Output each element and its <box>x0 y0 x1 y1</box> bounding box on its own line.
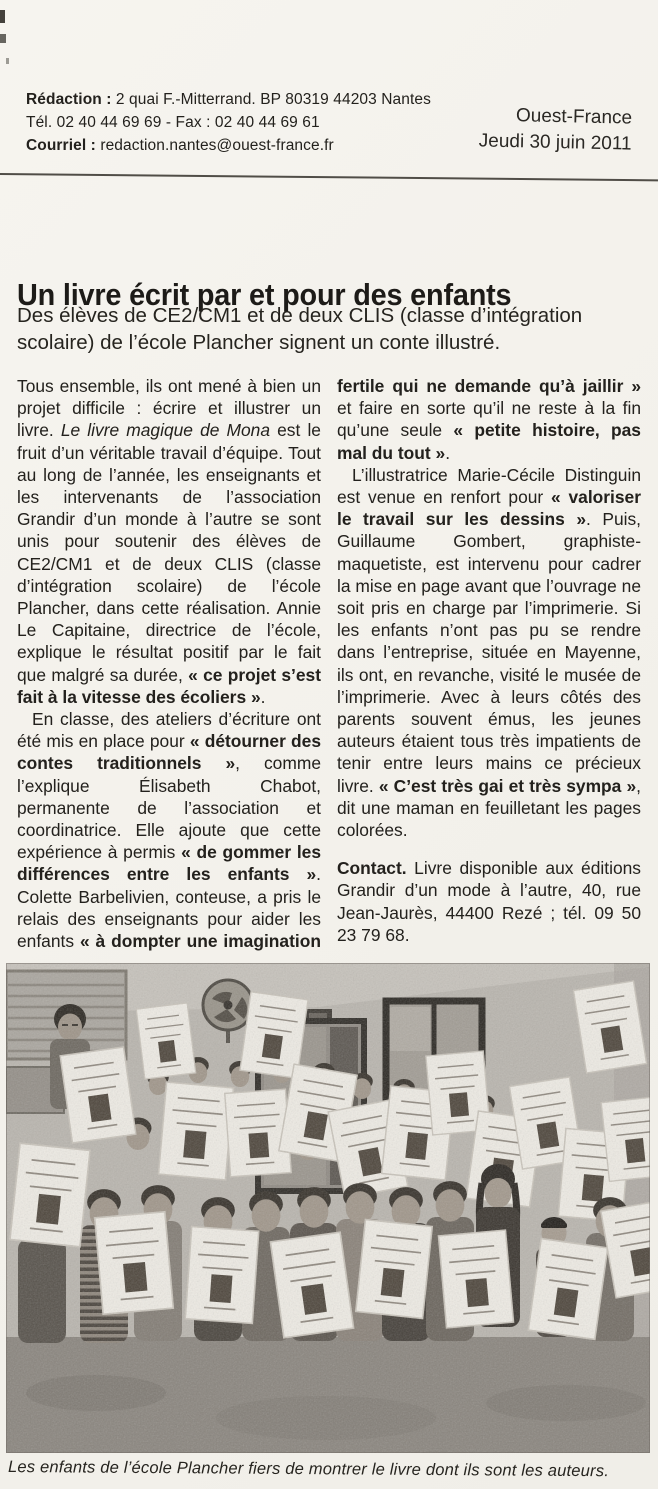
scan-artifact <box>0 34 6 43</box>
tel-fax-text: Tél. 02 40 44 69 69 - Fax : 02 40 44 69 61 <box>26 114 320 131</box>
courriel-address: redaction.nantes@ouest-france.fr <box>95 137 334 154</box>
text-segment: « de gommer les différences entre les enfants » <box>17 842 321 885</box>
article-photo <box>6 963 650 1453</box>
text-segment: . Colette Barbelivien, conteuse, a pris le relais des enseignants pour aider les enfants <box>17 864 321 952</box>
text-segment: Le livre magique de Mona <box>60 420 271 441</box>
text-segment: « détourner des contes traditionnels » <box>17 731 321 774</box>
text-segment: Tous ensemble, ils ont mené à bien un projet difficile : écrire et illustrer un livre. <box>17 376 321 441</box>
text-segment: « ce projet s’est fait à la vitesse des écoliers » <box>17 664 321 707</box>
text-segment: , dit une maman en feuilletant les pages colorées. <box>337 775 641 841</box>
text-segment: L’illustratrice Marie-Cécile Distinguin est venue en renfort pour <box>337 464 641 508</box>
text-segment: . <box>260 686 266 707</box>
text-segment: « valoriser le travail sur les dessins » <box>337 487 641 530</box>
article-title: Un livre écrit par et pour des enfants <box>17 276 512 312</box>
redaction-line <box>26 88 431 111</box>
edition-block <box>479 102 633 157</box>
text-segment: « C’est très gai et très sympa » <box>378 775 637 796</box>
edition-date: Jeudi 30 juin 2011 <box>478 130 632 155</box>
masthead: Ouest-France <box>515 105 633 129</box>
text-segment: Livre disponible aux éditions Grandir d’un mode à l’autre, 40, rue Jean-Jaurès, 44400 Rezé ; tél. 09 50 23 79 68. <box>337 858 641 945</box>
article-body <box>17 375 641 959</box>
courriel-label: Courriel : <box>26 137 96 154</box>
page-header <box>26 88 632 157</box>
tel-fax-line <box>26 111 431 134</box>
contact-paragraph <box>337 857 641 946</box>
text-segment: « à dompter une imagination fertile qui ne demande qu’à jaillir » <box>79 376 641 952</box>
scan-artifact <box>0 10 5 23</box>
paragraph <box>17 375 321 708</box>
redaction-label: Rédaction : <box>26 91 112 108</box>
text-segment: Contact. <box>337 858 407 879</box>
text-segment: est le fruit d’un véritable travail d’équipe. Tout au long de l’année, les enseignants et les intervenants de l’association Grandir d’un monde à l’autre se sont unis pour soutenir des élèves de CE2/CM1 et de deux CLIS (classe d’intégration scolaire) de l’école Plancher, dans cette réalisation. Annie Le Capitaine, directrice de l’école, explique le résultat positif par le fait que malgré sa durée, <box>17 420 321 685</box>
text-segment: et faire en sorte qu’il ne reste à la fin qu’une seule <box>337 398 641 441</box>
text-segment: . Puis, Guillaume Gombert, graphiste-maquetiste, est intervenu pour cadrer la mise en page avant que l’ouvrage ne soit pris en charge par l’imprimerie. Si les enfants n’ont pas pu se rendre dans l’entreprise, située en Mayenne, ils ont, en revanche, visité le musée de l’imprimerie. Avec à leurs côtés des parents souvent émus, les jeunes auteurs étaient tous très impatients de tenir entre leurs mains ce précieux livre. <box>337 509 642 796</box>
classroom-photo-illustration <box>6 963 650 1453</box>
redaction-address: 2 quai F.-Mitterrand. BP 80319 44203 Nantes <box>111 91 431 108</box>
text-segment: En classe, des ateliers d’écriture ont été mis en place pour <box>17 709 321 752</box>
redaction-contact-block <box>26 88 431 157</box>
scan-artifact <box>6 58 9 64</box>
text-segment: « petite histoire, pas mal du tout » <box>337 420 641 463</box>
header-divider <box>0 173 658 181</box>
text-segment: , comme l’explique Élisabeth Chabot, permanente de l’association et coordinatrice. Elle ajoute que cette expérience à permis <box>17 753 321 863</box>
text-segment: . <box>445 442 451 463</box>
article-subtitle: Des élèves de CE2/CM1 et de deux CLIS (classe d’intégration scolaire) de l’école Plancher signent un conte illustré. <box>17 304 583 354</box>
photo-caption: Les enfants de l’école Plancher fiers de montrer le livre dont ils sont les auteurs. <box>7 1458 610 1481</box>
courriel-line <box>26 134 431 157</box>
paragraph <box>337 464 641 841</box>
